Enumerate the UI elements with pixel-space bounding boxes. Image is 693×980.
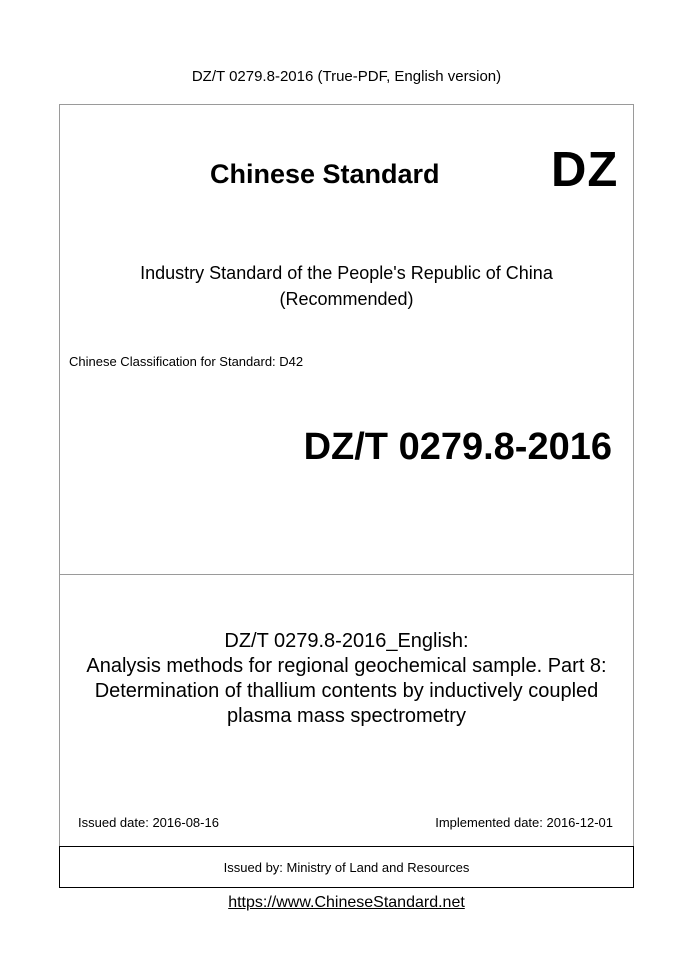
document-title: [59, 629, 634, 729]
issued-date: Issued date: 2016-08-16: [78, 815, 219, 830]
code-mark: DZ: [551, 143, 619, 197]
title-line-3: Determination of thallium contents by inductively coupled: [94, 680, 599, 702]
implemented-date: Implemented date: 2016-12-01: [435, 815, 613, 830]
issuer-text: Issued by: Ministry of Land and Resources: [223, 859, 470, 875]
industry-line-1: Industry Standard of the People's Republic of China: [140, 263, 553, 283]
title-line-4: plasma mass spectrometry: [227, 705, 466, 727]
document-header: DZ/T 0279.8-2016 (True-PDF, English version): [191, 68, 502, 85]
title-line-1: DZ/T 0279.8-2016_English:: [224, 630, 469, 652]
standard-type-heading: Chinese Standard: [210, 159, 440, 189]
classification-label: Chinese Classification for Standard: D42: [69, 354, 304, 369]
industry-statement: [0, 260, 693, 312]
industry-line-2: (Recommended): [279, 289, 414, 309]
standard-number: DZ/T 0279.8-2016: [303, 426, 612, 468]
issuer-box: [59, 846, 634, 888]
title-line-2: Analysis methods for regional geochemical sample. Part 8:: [86, 655, 607, 677]
website-link[interactable]: https://www.ChineseStandard.net: [228, 894, 465, 911]
